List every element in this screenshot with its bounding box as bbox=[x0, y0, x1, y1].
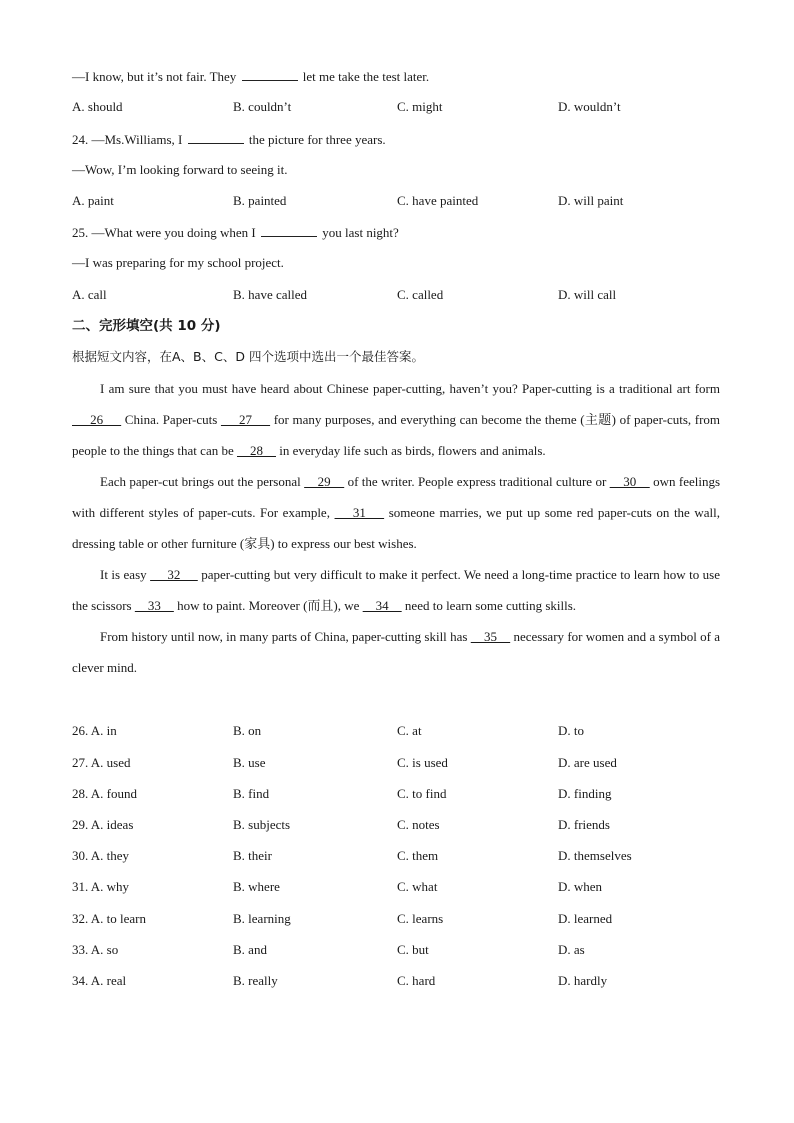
answer-row bbox=[72, 973, 732, 989]
q25-suffix: you last night? bbox=[322, 225, 399, 240]
q31-option-b: B. where bbox=[233, 879, 280, 894]
q26-option-b: B. on bbox=[233, 723, 262, 738]
answer-row bbox=[72, 723, 732, 739]
q29-option-d: D. friends bbox=[558, 817, 610, 832]
q24-reply: —Wow, I’m looking forward to seeing it. bbox=[72, 162, 288, 177]
q34-option-d: D. hardly bbox=[558, 973, 608, 988]
p2-text-e: someone marries, we put up some red paper-cuts on the wall, dressing table or other furniture (家具) to express our best wishes. bbox=[72, 505, 721, 551]
q27-option-a: 27. A. used bbox=[72, 755, 131, 770]
q25-option-b: B. have called bbox=[233, 287, 307, 302]
q23-option-d: D. wouldn’t bbox=[558, 99, 621, 114]
q30-option-a: 30. A. they bbox=[72, 848, 130, 863]
q33-option-b: B. and bbox=[233, 942, 267, 957]
q25-text bbox=[72, 224, 399, 241]
q28-option-b: B. find bbox=[233, 786, 270, 801]
answer-row bbox=[72, 817, 732, 833]
q30-option-b: B. their bbox=[233, 848, 272, 863]
q24-options bbox=[72, 193, 732, 209]
passage-paragraph-3 bbox=[72, 559, 720, 621]
q24-prefix: 24. —Ms.Williams, I bbox=[72, 132, 183, 147]
q24-option-c: C. have painted bbox=[397, 193, 479, 208]
q28-option-a: 28. A. found bbox=[72, 786, 137, 801]
q34-option-b: B. really bbox=[233, 973, 278, 988]
p1-text-d: for many purposes, and everything can become the theme (主题) of paper-cuts, from people to the things that can be bbox=[72, 412, 721, 458]
passage-paragraph-2 bbox=[72, 466, 720, 559]
q25-option-a: A. call bbox=[72, 287, 107, 302]
passage-paragraph-4 bbox=[72, 621, 720, 683]
q25-blank bbox=[261, 224, 317, 237]
answer-row bbox=[72, 942, 732, 958]
q24-option-b: B. painted bbox=[233, 193, 287, 208]
q29-option-a: 29. A. ideas bbox=[72, 817, 134, 832]
q26-option-d: D. to bbox=[558, 723, 584, 738]
p4-text-c: necessary for women and a symbol of a clever mind. bbox=[72, 629, 721, 675]
q23-option-b: B. couldn’t bbox=[233, 99, 292, 114]
blank-34: 34 bbox=[362, 598, 402, 613]
q26-option-c: C. at bbox=[397, 723, 422, 738]
q25-prefix: 25. —What were you doing when I bbox=[72, 225, 256, 240]
q24-option-d: D. will paint bbox=[558, 193, 624, 208]
blank-26: 26 bbox=[72, 412, 122, 427]
q27-option-b: B. use bbox=[233, 755, 266, 770]
q33-option-a: 33. A. so bbox=[72, 942, 119, 957]
p3-text-c: paper-cutting but very difficult to make it perfect. We need a long-time practice to learn how to use the scissors bbox=[72, 567, 721, 613]
q23-option-c: C. might bbox=[397, 99, 443, 114]
q28-option-c: C. to find bbox=[397, 786, 447, 801]
answer-row bbox=[72, 879, 732, 895]
p1-text-c: China. Paper-cuts bbox=[124, 412, 218, 427]
passage-paragraph-1 bbox=[72, 373, 720, 466]
q34-option-c: C. hard bbox=[397, 973, 436, 988]
blank-32: 32 bbox=[150, 567, 198, 582]
q27-option-c: C. is used bbox=[397, 755, 448, 770]
q25-options bbox=[72, 287, 732, 303]
q23-prefix: —I know, but it’s not fair. They bbox=[72, 69, 237, 84]
q33-option-c: C. but bbox=[397, 942, 429, 957]
q29-option-c: C. notes bbox=[397, 817, 440, 832]
answer-row bbox=[72, 786, 732, 802]
q24-text bbox=[72, 131, 386, 148]
q24-blank bbox=[188, 131, 244, 144]
blank-35: 35 bbox=[470, 629, 511, 644]
q28-option-d: D. finding bbox=[558, 786, 612, 801]
blank-33: 33 bbox=[134, 598, 174, 613]
q24-suffix: the picture for three years. bbox=[248, 132, 386, 147]
q24-option-a: A. paint bbox=[72, 193, 114, 208]
q32-option-d: D. learned bbox=[558, 911, 613, 926]
p1-text-e: in everyday life such as birds, flowers and animals. bbox=[279, 443, 546, 458]
p2-text-d: own feelings with different styles of paper-cuts. For example, bbox=[72, 474, 721, 520]
q23-options bbox=[72, 99, 732, 115]
p2-text-c: of the writer. People express traditional culture or bbox=[347, 474, 607, 489]
answer-row bbox=[72, 848, 732, 864]
blank-30: 30 bbox=[609, 474, 650, 489]
blank-27: 27 bbox=[220, 412, 271, 427]
q23-text bbox=[72, 68, 429, 85]
q32-option-c: C. learns bbox=[397, 911, 444, 926]
q25-reply: —I was preparing for my school project. bbox=[72, 255, 284, 270]
q23-option-a: A. should bbox=[72, 99, 123, 114]
p4-text-a: From history until now, in many parts of China, paper-cutting skill has bbox=[100, 629, 468, 644]
p3-text-a: It is easy bbox=[100, 567, 147, 582]
answer-row bbox=[72, 755, 732, 771]
blank-28: 28 bbox=[236, 443, 276, 458]
q25-option-c: C. called bbox=[397, 287, 444, 302]
p3-text-d: how to paint. Moreover (而且), we bbox=[177, 598, 360, 613]
answer-row bbox=[72, 911, 732, 927]
q34-option-a: 34. A. real bbox=[72, 973, 127, 988]
q23-suffix: let me take the test later. bbox=[302, 69, 430, 84]
q30-option-d: D. themselves bbox=[558, 848, 632, 863]
q32-option-a: 32. A. to learn bbox=[72, 911, 147, 926]
section-title: 二、完形填空(共 10 分) bbox=[72, 318, 221, 334]
p3-text-e: need to learn some cutting skills. bbox=[404, 598, 577, 613]
q31-option-a: 31. A. why bbox=[72, 879, 130, 894]
q27-option-d: D. are used bbox=[558, 755, 617, 770]
p2-text-a: Each paper-cut brings out the personal bbox=[100, 474, 301, 489]
blank-29: 29 bbox=[304, 474, 345, 489]
q31-option-c: C. what bbox=[397, 879, 438, 894]
q25-option-d: D. will call bbox=[558, 287, 617, 302]
q32-option-b: B. learning bbox=[233, 911, 291, 926]
q33-option-d: D. as bbox=[558, 942, 585, 957]
q29-option-b: B. subjects bbox=[233, 817, 291, 832]
section-instruction: 根据短文内容，在A、B、C、D 四个选项中选出一个最佳答案。 bbox=[72, 349, 424, 364]
q30-option-c: C. them bbox=[397, 848, 439, 863]
q26-option-a: 26. A. in bbox=[72, 723, 117, 738]
cloze-passage bbox=[72, 373, 720, 683]
blank-31: 31 bbox=[334, 505, 385, 520]
q23-blank bbox=[242, 68, 298, 81]
q31-option-d: D. when bbox=[558, 879, 603, 894]
p1-text-a: I am sure that you must have heard about Chinese paper-cutting, haven’t you? Paper-cutting is a traditional art form bbox=[100, 381, 720, 396]
